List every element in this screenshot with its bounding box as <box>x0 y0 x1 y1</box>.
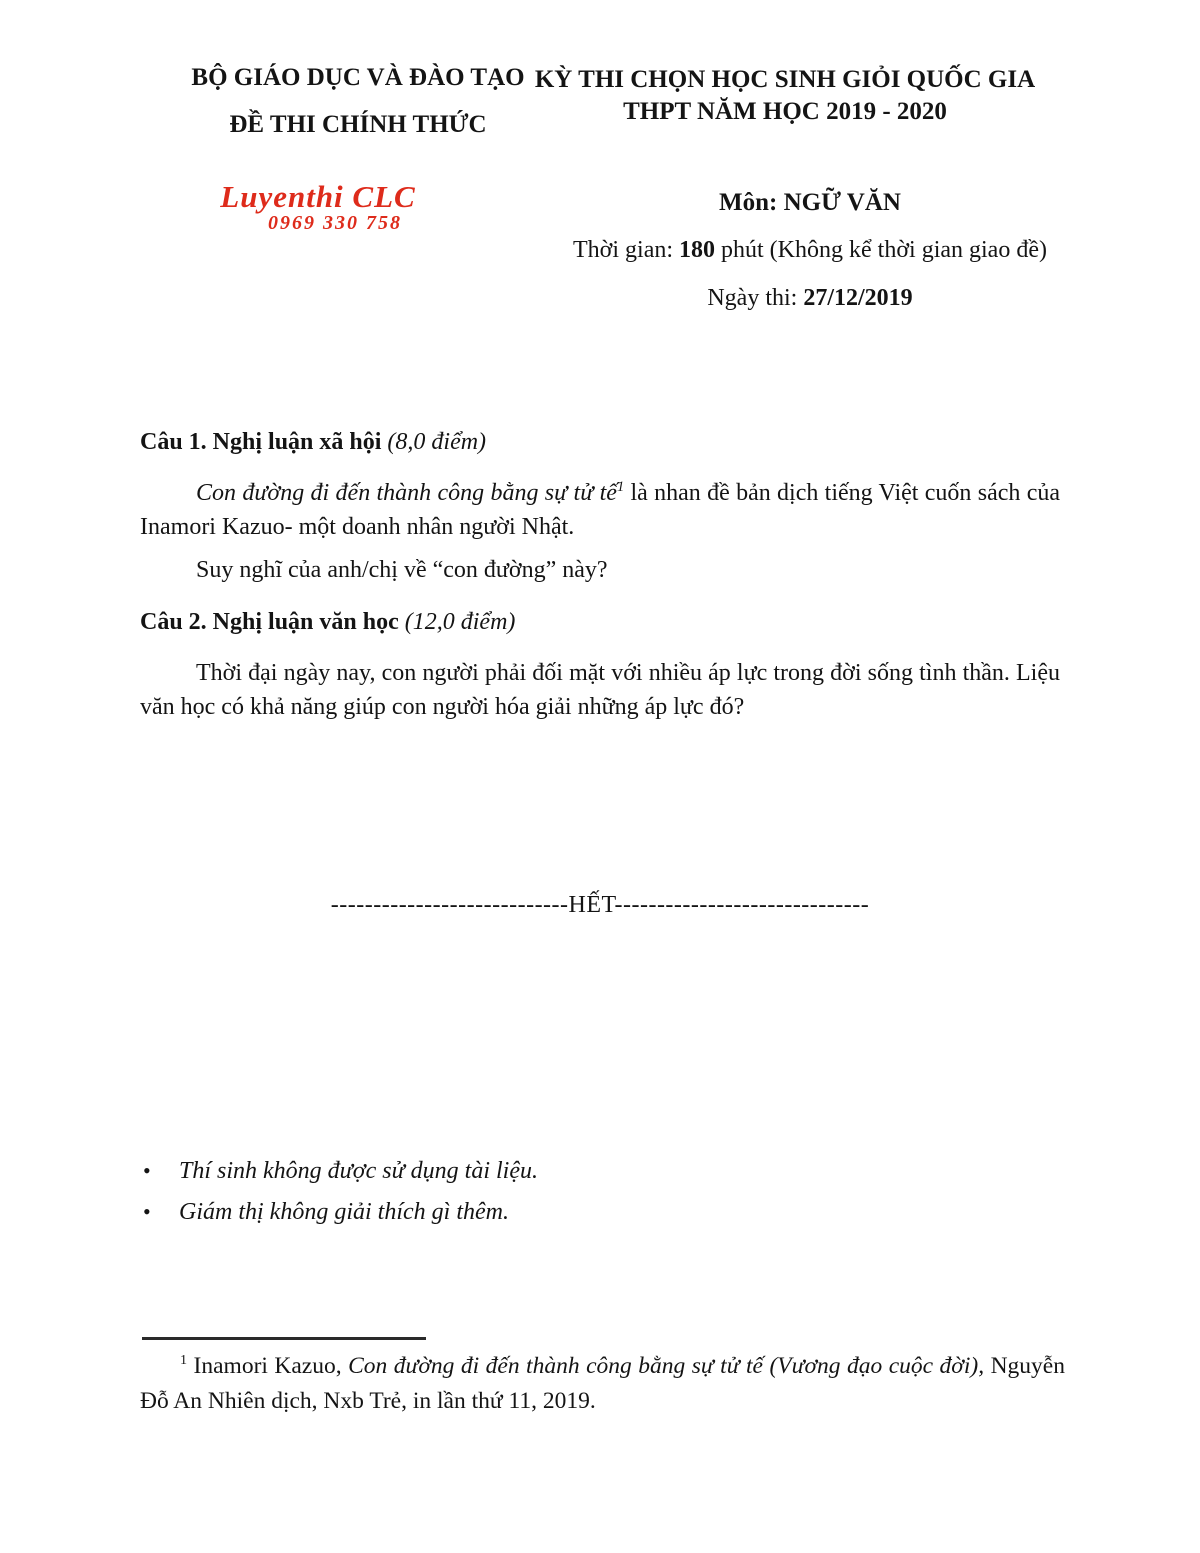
question-1-paragraph <box>140 476 1060 544</box>
duration-suffix: phút (Không kể thời gian giao đề) <box>715 237 1047 263</box>
exam-date-value: 27/12/2019 <box>803 285 913 311</box>
question-2-title: Câu 2. Nghị luận văn học <box>140 609 399 635</box>
exam-title <box>505 64 1065 128</box>
question-1-prompt: Suy nghĩ của anh/chị về “con đường” này? <box>196 557 608 583</box>
note-text: Thí sinh không được sử dụng tài liệu. <box>179 1158 538 1184</box>
duration-prefix: Thời gian: <box>573 237 680 263</box>
note-text: Giám thị không giải thích gì thêm. <box>179 1199 509 1225</box>
question-1-paragraph-rest: là nhan đề bản dịch tiếng Việt cuốn sách của Inamori Kazuo- một doanh nhân người Nhật. <box>140 480 1060 540</box>
question-2-paragraph: Thời đại ngày nay, con người phải đối mặt với nhiều áp lực trong đời sống tình thần. Liệu văn học có khả năng giúp con người hóa giải những áp lực đó? <box>140 660 1060 720</box>
subject-label: Môn: NGỮ VĂN <box>719 189 901 216</box>
question-1-heading <box>140 429 1060 456</box>
footnote-number: 1 <box>180 1352 188 1369</box>
exam-date-prefix: Ngày thi: <box>707 285 804 311</box>
duration-value: 180 <box>679 237 716 263</box>
note-item <box>143 1197 943 1227</box>
bullet-icon: • <box>143 1199 151 1224</box>
exam-title-line1: KỲ THI CHỌN HỌC SINH GIỎI QUỐC GIA <box>534 66 1036 93</box>
logo-phone-number: 0969 330 758 <box>268 212 402 234</box>
exam-title-line2: THPT NĂM HỌC 2019 - 2020 <box>623 98 947 125</box>
question-1-title: Câu 1. Nghị luận xã hội <box>140 429 382 455</box>
footnote-author: Inamori Kazuo, <box>187 1353 349 1379</box>
bullet-icon: • <box>143 1158 151 1183</box>
ministry-name: BỘ GIÁO DỤC VÀ ĐÀO TẠO <box>191 64 525 91</box>
note-item <box>143 1156 943 1186</box>
footnote-text <box>140 1349 1065 1419</box>
official-exam-label: ĐỀ THI CHÍNH THỨC <box>229 111 487 138</box>
footnote-reference-marker: 1 <box>616 479 625 495</box>
footnote-separator-rule <box>142 1337 426 1340</box>
notes-list <box>143 1156 943 1238</box>
duration-line <box>505 237 1115 264</box>
exam-date-line <box>545 285 1075 312</box>
question-1-points: (8,0 điểm) <box>381 429 487 455</box>
question-2-points: (12,0 điểm) <box>398 609 516 635</box>
logo-text: Luyenthi CLC <box>220 179 416 214</box>
footnote-publisher: Nguyễn Đỗ An Nhiên dịch, Nxb Trẻ, in lần thứ 11, 2019. <box>140 1353 1065 1414</box>
footnote-book-title: Con đường đi đến thành công bằng sự tử tế (Vương đạo cuộc đời), <box>348 1353 985 1379</box>
logo <box>178 179 458 234</box>
book-title-italic: Con đường đi đến thành công bằng sự tử tế <box>196 480 617 506</box>
question-2-heading <box>140 609 1060 636</box>
end-divider: ----------------------------HẾT------------------------------ <box>330 892 870 918</box>
